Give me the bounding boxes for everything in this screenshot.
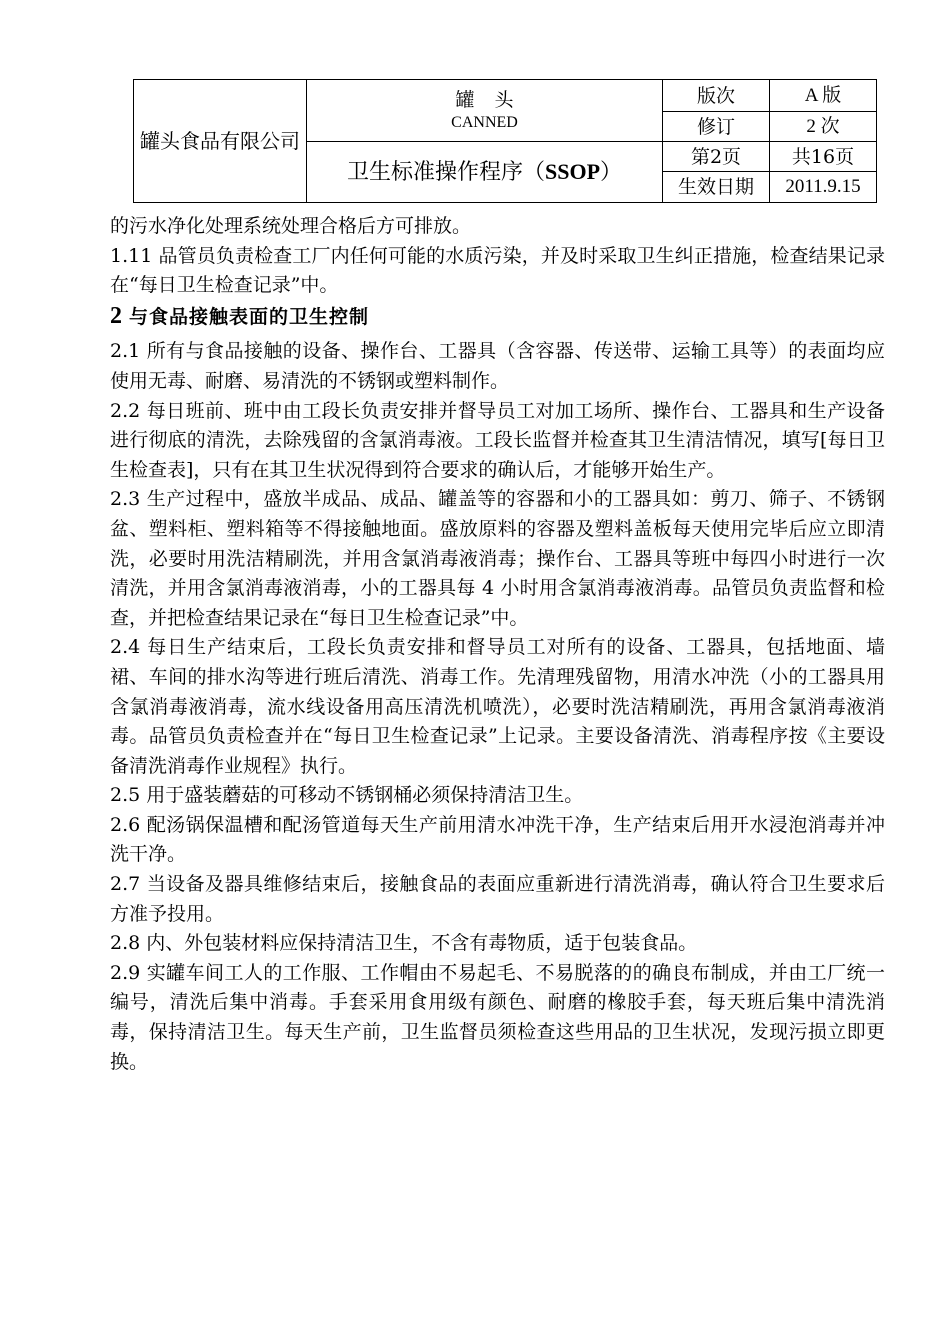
product-cell xyxy=(307,80,663,142)
paragraph-2-4: 2.4 每日生产结束后，工段长负责安排和督导员工对所有的设备、工器具，包括地面、墙裙、车间的排水沟等进行班后清洗、消毒工作。先清理残留物，用清水冲洗（小的工器具用含氯消毒液消毒，流水线设备用高压清洗机喷洗），必要时洗洁精刷洗，再用含氯消毒液消毒。品管员负责检查并在“每日卫生检查记录”上记录。主要设备清洗、消毒程序按《主要设备清洗消毒作业规程》执行。 xyxy=(110,636,885,777)
paragraph-2-6: 2.6 配汤锅保温槽和配汤管道每天生产前用清水冲洗干净，生产结束后用开水浸泡消毒并冲洗干净。 xyxy=(110,813,885,866)
section-number: 2 xyxy=(110,302,123,329)
paragraph-1-11: 1.11 品管员负责检查工厂内任何可能的水质污染，并及时采取卫生纠正措施，检查结果记录在“每日卫生检查记录”中。 xyxy=(110,244,885,297)
document-title-code: SSOP xyxy=(544,158,601,184)
page-number: 第2页 xyxy=(663,142,770,172)
revision-value: 2 次 xyxy=(770,112,877,142)
section-title: 与食品接触表面的卫生控制 xyxy=(129,305,370,328)
document-title-prefix: 卫生标准操作程序（ xyxy=(346,159,545,185)
paragraph-2-3: 2.3 生产过程中，盛放半成品、成品、罐盖等的容器和小的工器具如：剪刀、筛子、不锈钢盆、塑料柜、塑料箱等不得接触地面。盛放原料的容器及塑料盖板每天使用完毕后应立即清洗，必要时用洗洁精刷洗，并用含氯消毒液消毒；操作台、工器具等班中每四小时进行一次清洗，并用含氯消毒液消毒，小的工器具每 4 小时用含氯消毒液消毒。品管员负责监督和检查，并把检查结果记录在“每日卫生检查记录”中。 xyxy=(110,488,885,629)
company-name: 罐头食品有限公司 xyxy=(140,129,300,153)
product-name-en: CANNED xyxy=(451,113,518,131)
effective-date-label: 生效日期 xyxy=(663,172,770,203)
paragraph-2-2: 2.2 每日班前、班中由工段长负责安排并督导员工对加工场所、操作台、工器具和生产设备进行彻底的清洗，去除残留的含氯消毒液。工段长监督并检查其卫生清洁情况，填写[每日卫生检查表]，只有在其卫生状况得到符合要求的确认后，才能够开始生产。 xyxy=(110,399,885,481)
paragraph-2-7: 2.7 当设备及器具维修结束后，接触食品的表面应重新进行清洗消毒，确认符合卫生要求后方准予投用。 xyxy=(110,873,885,925)
document-header-table xyxy=(133,79,877,203)
paragraph-2-1: 2.1 所有与食品接触的设备、操作台、工器具（含容器、传送带、运输工具等）的表面均应使用无毒、耐磨、易清洗的不锈钢或塑料制作。 xyxy=(110,340,885,392)
section-heading-2 xyxy=(110,302,885,333)
document-title-suffix: ） xyxy=(600,159,623,185)
paragraph-2-8: 2.8 内、外包装材料应保持清洁卫生，不含有毒物质，适于包装食品。 xyxy=(110,932,698,955)
paragraph-2-9: 2.9 实罐车间工人的工作服、工作帽由不易起毛、不易脱落的的确良布制成，并由工厂统一编号，清洗后集中消毒。手套采用食用级有颜色、耐磨的橡胶手套，每天班后集中清洗消毒，保持清洁卫生。每天生产前，卫生监督员须检查这些用品的卫生状况，发现污损立即更换。 xyxy=(110,961,885,1073)
effective-date-value: 2011.9.15 xyxy=(770,172,877,203)
company-name-cell xyxy=(134,80,307,203)
paragraph-continued: 的污水净化处理系统处理合格后方可排放。 xyxy=(110,215,472,237)
revision-label: 修订 xyxy=(663,112,770,142)
product-name-cn: 罐头 xyxy=(455,88,534,111)
total-pages: 共16页 xyxy=(770,142,877,172)
document-title-cell xyxy=(307,142,663,203)
paragraph-2-5: 2.5 用于盛装蘑菇的可移动不锈钢桶必须保持清洁卫生。 xyxy=(110,784,584,807)
document-body xyxy=(110,212,885,1077)
edition-value: A 版 xyxy=(770,80,877,112)
edition-label: 版次 xyxy=(663,80,770,112)
